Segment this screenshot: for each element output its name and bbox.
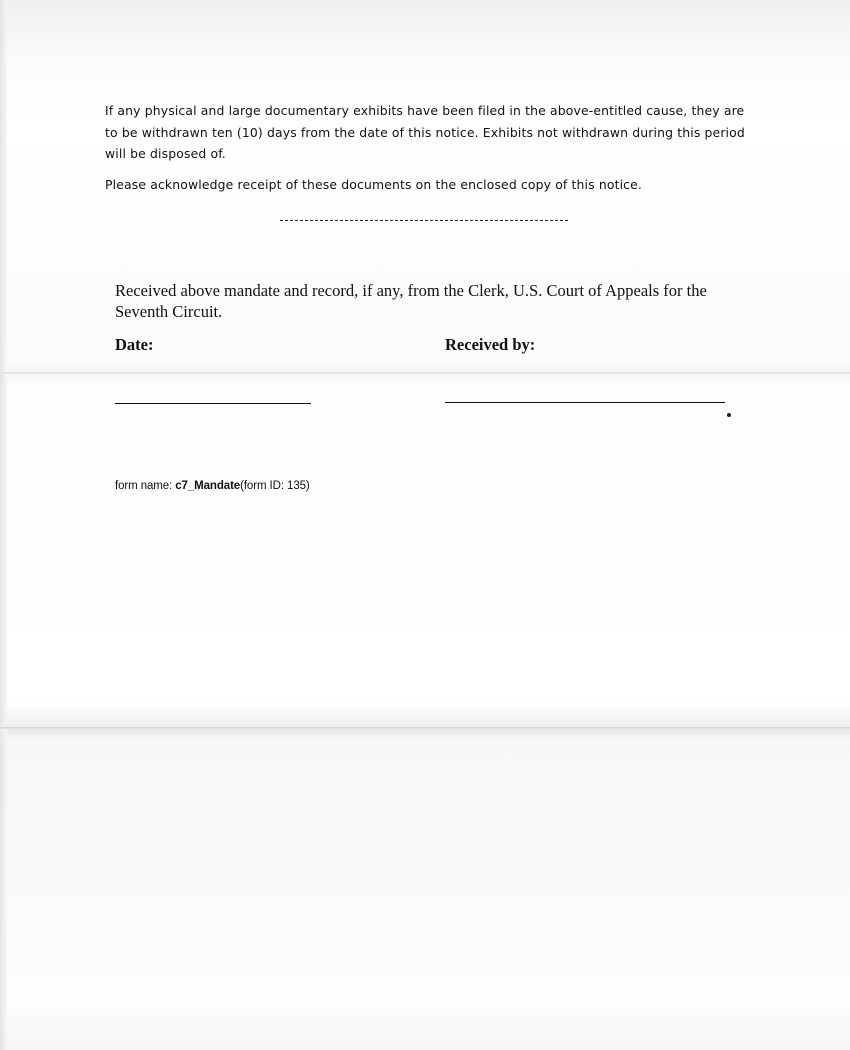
form-name: c7_Mandate <box>175 480 241 492</box>
received-by-label: Received by: <box>445 335 536 354</box>
ink-speck <box>727 413 731 417</box>
form-id: (form ID: 135) <box>240 480 310 492</box>
exhibits-paragraph: If any physical and large documentary exhibits have been filed in the above-entitled cause, they are to be withdrawn ten (10) days from the date of this notice. Exhibits not withdrawn during this period will be disposed of. <box>105 103 745 161</box>
paper-fold-line <box>0 372 850 374</box>
dashed-separator <box>280 220 568 221</box>
footer-prefix: form name: <box>115 480 176 492</box>
date-label: Date: <box>115 335 154 354</box>
acknowledge-paragraph: Please acknowledge receipt of these documents on the enclosed copy of this notice. <box>105 177 642 192</box>
form-name-footer <box>115 480 310 492</box>
paper-fold-line <box>0 727 850 729</box>
date-signature-line <box>115 403 311 404</box>
receipt-statement: Received above mandate and record, if any, from the Clerk, U.S. Court of Appeals for the Seventh Circuit. <box>115 281 707 321</box>
page-edge-shadow <box>0 0 7 1050</box>
received-by-signature-line <box>445 402 725 403</box>
